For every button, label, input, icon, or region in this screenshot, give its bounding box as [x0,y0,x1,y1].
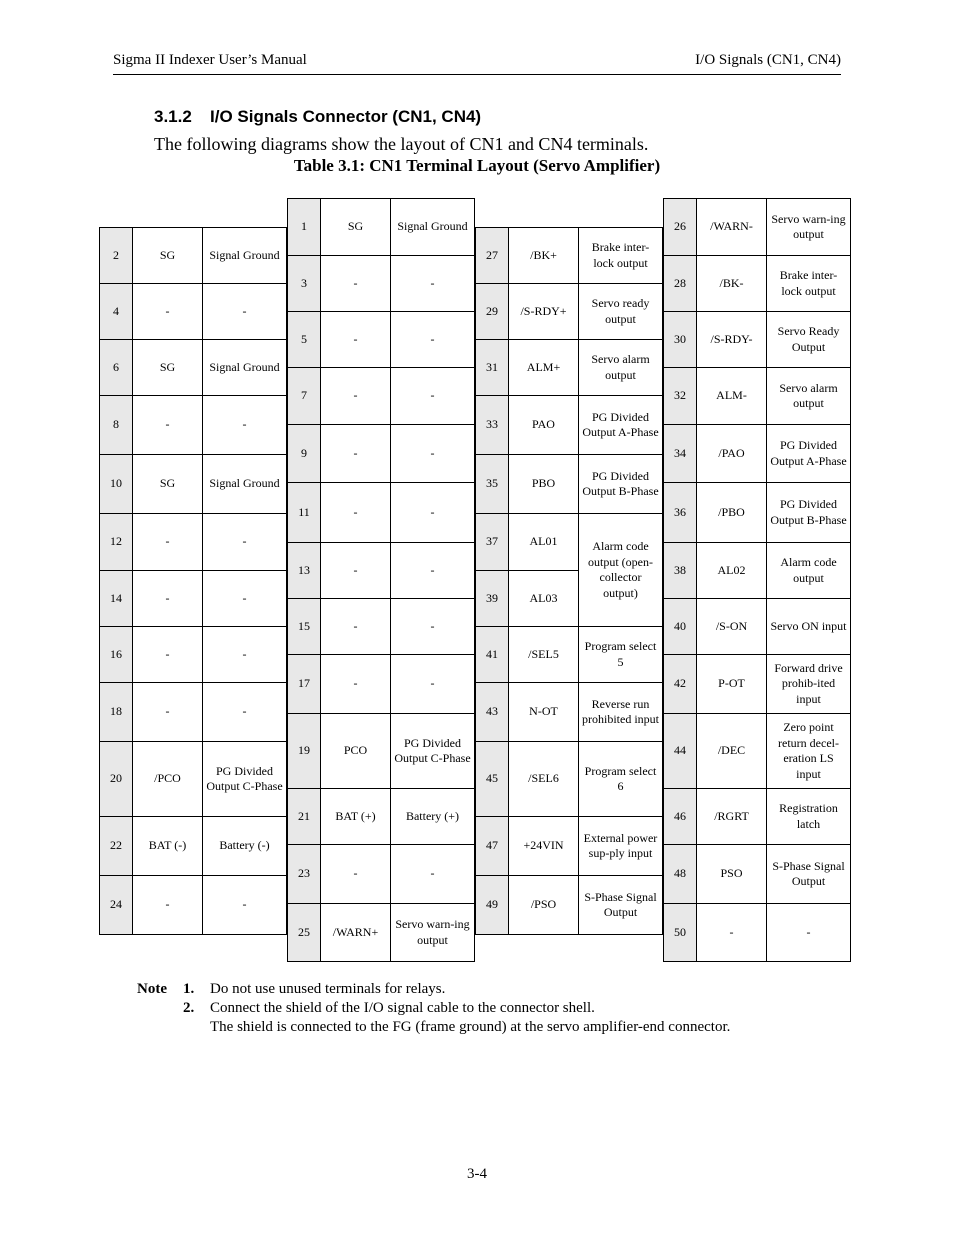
signal-function: Reverse run prohibited input [578,682,663,742]
signal-name: - [320,255,391,312]
signal-function: - [202,626,287,683]
signal-name: SG [132,339,203,396]
pin-number: 31 [475,339,509,396]
signal-name: ALM- [696,367,767,425]
note-text: Do not use unused terminals for relays. [210,981,446,997]
signal-name: /PCO [132,741,203,817]
table-caption: Table 3.1: CN1 Terminal Layout (Servo Amplifier) [293,156,661,175]
pin-number: 7 [287,367,321,425]
signal-function: - [390,654,475,714]
signal-name: PSO [696,844,767,904]
pin-number: 42 [663,654,697,714]
signal-function: Alarm code output (open-collector output) [578,513,663,627]
pin-number: 28 [663,255,697,312]
signal-name: - [320,482,391,543]
pin-number: 33 [475,395,509,455]
pin-number: 11 [287,482,321,543]
pin-number: 49 [475,875,509,935]
pin-number: 22 [99,816,133,876]
signal-name: - [132,626,203,683]
signal-name: - [320,844,391,904]
signal-function: - [390,844,475,904]
pin-number: 19 [287,713,321,789]
signal-function: - [390,424,475,483]
signal-function: PG Divided Output B-Phase [578,454,663,514]
pin-number: 24 [99,875,133,935]
pin-number: 48 [663,844,697,904]
signal-function: Brake inter-lock output [766,255,851,312]
signal-function: Servo ON input [766,598,851,655]
pin-number: 40 [663,598,697,655]
signal-name: - [132,283,203,340]
signal-function: Zero point return decel-eration LS input [766,713,851,789]
section-title: I/O Signals Connector (CN1, CN4) [210,107,482,126]
pin-number: 38 [663,542,697,599]
signal-name: SG [132,454,203,514]
pin-number: 21 [287,788,321,845]
pin-number: 10 [99,454,133,514]
signal-name: N-OT [508,682,579,742]
note-text: The shield is connected to the FG (frame ground) at the servo amplifier-end connector. [210,1019,731,1035]
pin-number: 34 [663,424,697,483]
running-header-section: I/O Signals (CN1, CN4) [695,52,841,68]
signal-name: AL02 [696,542,767,599]
pin-number: 4 [99,283,133,340]
pin-number: 17 [287,654,321,714]
signal-name: /WARN+ [320,903,391,962]
signal-name: BAT (-) [132,816,203,876]
signal-name: /SEL6 [508,741,579,817]
signal-function: PG Divided Output B-Phase [766,482,851,543]
pin-number: 47 [475,816,509,876]
signal-function: PG Divided Output A-Phase [578,395,663,455]
pin-number: 39 [475,570,509,627]
signal-name: - [320,598,391,655]
pin-number: 18 [99,682,133,742]
pin-number: 15 [287,598,321,655]
signal-function: - [766,903,851,962]
signal-function: - [202,682,287,742]
signal-function: Brake inter-lock output [578,227,663,284]
signal-name: /S-RDY+ [508,283,579,340]
signal-name: AL01 [508,513,579,571]
pin-number: 50 [663,903,697,962]
signal-name: PBO [508,454,579,514]
signal-function: Forward drive prohib-ited input [766,654,851,714]
signal-name: /DEC [696,713,767,789]
note-number: 1. [183,981,195,997]
pin-number: 45 [475,741,509,817]
signal-name: /SEL5 [508,626,579,683]
signal-name: PAO [508,395,579,455]
pin-number: 13 [287,542,321,599]
pin-number: 43 [475,682,509,742]
pin-number: 20 [99,741,133,817]
signal-name: /S-ON [696,598,767,655]
signal-name: /BK- [696,255,767,312]
signal-name: - [320,542,391,599]
signal-name: P-OT [696,654,767,714]
pin-number: 23 [287,844,321,904]
pin-number: 5 [287,311,321,368]
signal-name: /RGRT [696,788,767,845]
pin-number: 36 [663,482,697,543]
pin-number: 6 [99,339,133,396]
signal-name: BAT (+) [320,788,391,845]
signal-name: ALM+ [508,339,579,396]
signal-name: - [132,570,203,627]
signal-function: S-Phase Signal Output [766,844,851,904]
signal-name: - [132,395,203,455]
pin-number: 29 [475,283,509,340]
signal-function: Servo alarm output [578,339,663,396]
signal-name: - [320,311,391,368]
signal-function: Signal Ground [390,198,475,256]
signal-name: /WARN- [696,198,767,256]
signal-name: /BK+ [508,227,579,284]
signal-function: - [202,395,287,455]
header-rule [113,74,841,75]
signal-name: - [132,513,203,571]
signal-function: Signal Ground [202,339,287,396]
signal-function: Registration latch [766,788,851,845]
pin-number: 2 [99,227,133,284]
signal-function: - [390,255,475,312]
signal-function: Battery (-) [202,816,287,876]
signal-name: PCO [320,713,391,789]
signal-function: Signal Ground [202,227,287,284]
pin-number: 46 [663,788,697,845]
pin-number: 37 [475,513,509,571]
pin-number: 25 [287,903,321,962]
signal-name: - [132,682,203,742]
section-heading [154,107,481,127]
signal-function: External power sup-ply input [578,816,663,876]
signal-name: SG [320,198,391,256]
pin-number: 44 [663,713,697,789]
signal-function: - [202,875,287,935]
signal-function: - [202,283,287,340]
section-number: 3.1.2 [154,107,192,126]
signal-function: Servo Ready Output [766,311,851,368]
pin-number: 1 [287,198,321,256]
pin-number: 16 [99,626,133,683]
note-number: 2. [183,1000,195,1016]
signal-name: /PBO [696,482,767,543]
signal-function: - [390,311,475,368]
pin-number: 30 [663,311,697,368]
signal-function: PG Divided Output C-Phase [390,713,475,789]
signal-function: Program select 6 [578,741,663,817]
signal-name: - [320,654,391,714]
signal-function: Alarm code output [766,542,851,599]
pin-number: 9 [287,424,321,483]
signal-function: Battery (+) [390,788,475,845]
pin-number: 27 [475,227,509,284]
signal-name: - [696,903,767,962]
signal-function: PG Divided Output A-Phase [766,424,851,483]
signal-function: Servo alarm output [766,367,851,425]
page-number: 3-4 [467,1166,487,1182]
signal-name: - [132,875,203,935]
pin-number: 14 [99,570,133,627]
signal-function: - [390,542,475,599]
signal-name: +24VIN [508,816,579,876]
signal-function: Servo warn-ing output [766,198,851,256]
pin-number: 32 [663,367,697,425]
signal-function: PG Divided Output C-Phase [202,741,287,817]
intro-paragraph: The following diagrams show the layout of CN1 and CN4 terminals. [154,134,649,154]
signal-function: - [390,482,475,543]
signal-name: /PSO [508,875,579,935]
signal-name: SG [132,227,203,284]
pin-number: 12 [99,513,133,571]
pin-number: 3 [287,255,321,312]
signal-function: - [202,513,287,571]
pin-number: 26 [663,198,697,256]
signal-function: S-Phase Signal Output [578,875,663,935]
pin-number: 41 [475,626,509,683]
pin-number: 35 [475,454,509,514]
running-header-title: Sigma II Indexer User’s Manual [113,52,307,68]
signal-function: - [390,367,475,425]
signal-name: - [320,424,391,483]
signal-name: - [320,367,391,425]
signal-function: - [202,570,287,627]
signal-name: AL03 [508,570,579,627]
signal-name: /PAO [696,424,767,483]
signal-function: Servo ready output [578,283,663,340]
signal-function: Signal Ground [202,454,287,514]
note-text: Connect the shield of the I/O signal cable to the connector shell. [210,1000,595,1016]
pin-number: 8 [99,395,133,455]
note-label: Note [137,981,167,997]
signal-function: - [390,598,475,655]
signal-function: Servo warn-ing output [390,903,475,962]
signal-function: Program select 5 [578,626,663,683]
signal-name: /S-RDY- [696,311,767,368]
